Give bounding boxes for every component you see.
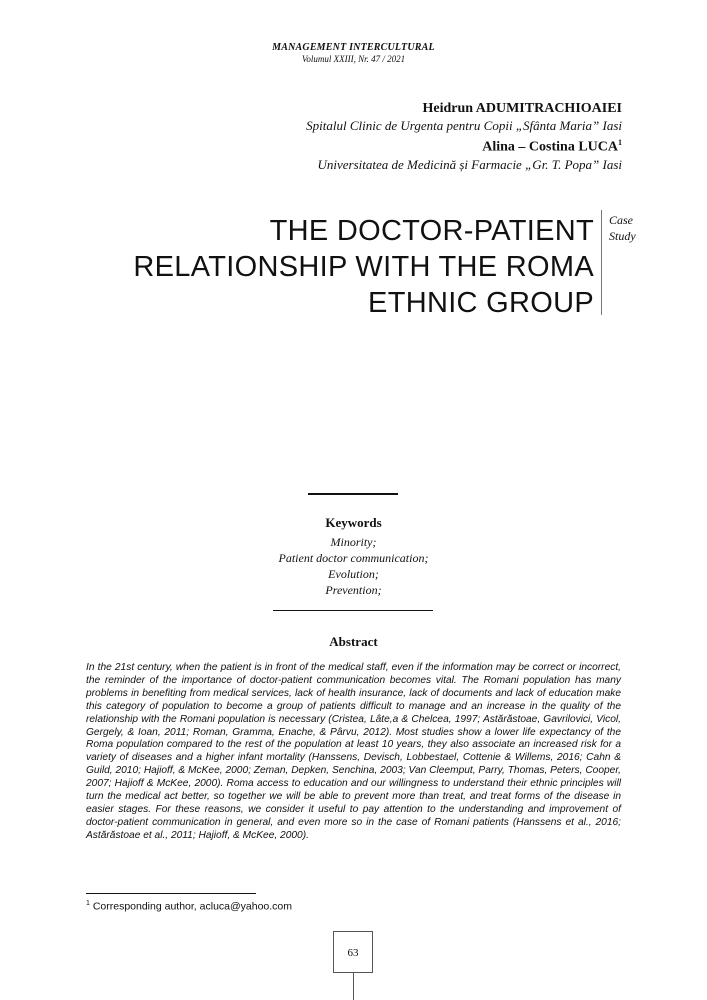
page-number: 63 [333, 931, 373, 973]
keywords-section [0, 515, 707, 598]
footnote-marker[interactable]: 1 [618, 138, 622, 147]
article-title: THE DOCTOR-PATIENT RELATIONSHIP WITH THE ROMA ETHNIC GROUP [133, 215, 594, 319]
footnote-text: Corresponding author, acluca@yahoo.com [89, 900, 293, 913]
author-name: Heidrun ADUMITRACHIOAIEI [422, 101, 622, 116]
journal-header [0, 42, 707, 64]
keywords-top-rule [308, 493, 398, 495]
journal-volume: Volumul XXIII, Nr. 47 / 2021 [301, 54, 406, 64]
footnote-rule [86, 893, 256, 894]
author-block [306, 100, 622, 173]
abstract-text: In the 21st century, when the patient is in front of the medical staff, even if the information may be correct or incorrect, the reminder of the importance of doctor-patient communication becomes vital. The Romani population has many problems in benefiting from medical services, lack of health insurance, lack of documents and lack of education make this category of population to become a group of patients difficult to manage and an increase in the quality of the relationship with the Romani population is necessary (Cristea, Lâte,a & Chelcea, 1997; Astărăstoae, Gavrilovici, Vicol, Gergely, & Ioan, 2011; Roman, Gramma, Enache, & Pârvu, 2012). Most studies show a lower life expectancy of the Roma population compared to the rest of the population at least 10 years, they also associate an increased risk for a variety of diseases and a higher infant mortality (Hanssens, Devisch, Lobbestael, Cottenie & Willems, 2016; Cahn & Guild, 2010; Hajioff, & McKee, 2000; Zeman, Depken, Senchina, 2003; Van Cleemput, Parry, Thomas, Peters, Cooper, 2007; Hajioff & McKee, 2000). Roma access to education and our willingness to understand their ethnic principles will turn the medical act better, so together we will be able to prevent more than treat, and treat forms of the disease in easier stages. For these reasons, we consider it useful to pay attention to the understanding and improvement of doctor-patient communication in general, and even more so in the case of Romani patients (Hanssens et al., 2016; Astărăstoae et al., 2011; Hajioff, & McKee, 2000). [86, 662, 621, 841]
author-affiliation: Spitalul Clinic de Urgenta pentru Copii „Sfânta Maria” Iasi [306, 118, 622, 133]
footnote [86, 900, 292, 913]
keyword-item: Patient doctor communication; [278, 551, 429, 565]
keyword-item: Minority; [330, 535, 377, 549]
keywords-heading: Keywords [325, 515, 382, 530]
keywords-bottom-rule [273, 610, 433, 611]
article-type [609, 212, 636, 244]
keyword-item: Prevention; [325, 583, 382, 597]
article-type-line: Study [609, 229, 636, 243]
author-affiliation: Universitatea de Medicină și Farmacie „Gr. T. Popa” Iasi [317, 156, 622, 172]
page-number-stem [353, 973, 354, 1000]
author-name: Alina – Costina LUCA$^1$ [482, 138, 622, 155]
footnote-number: 1 [86, 900, 90, 907]
article-type-line: Case [609, 213, 633, 227]
abstract-heading: Abstract [329, 634, 378, 649]
keyword-item: Evolution; [328, 567, 379, 581]
title-divider [601, 210, 602, 315]
journal-title: MANAGEMENT INTERCULTURAL [272, 42, 435, 53]
